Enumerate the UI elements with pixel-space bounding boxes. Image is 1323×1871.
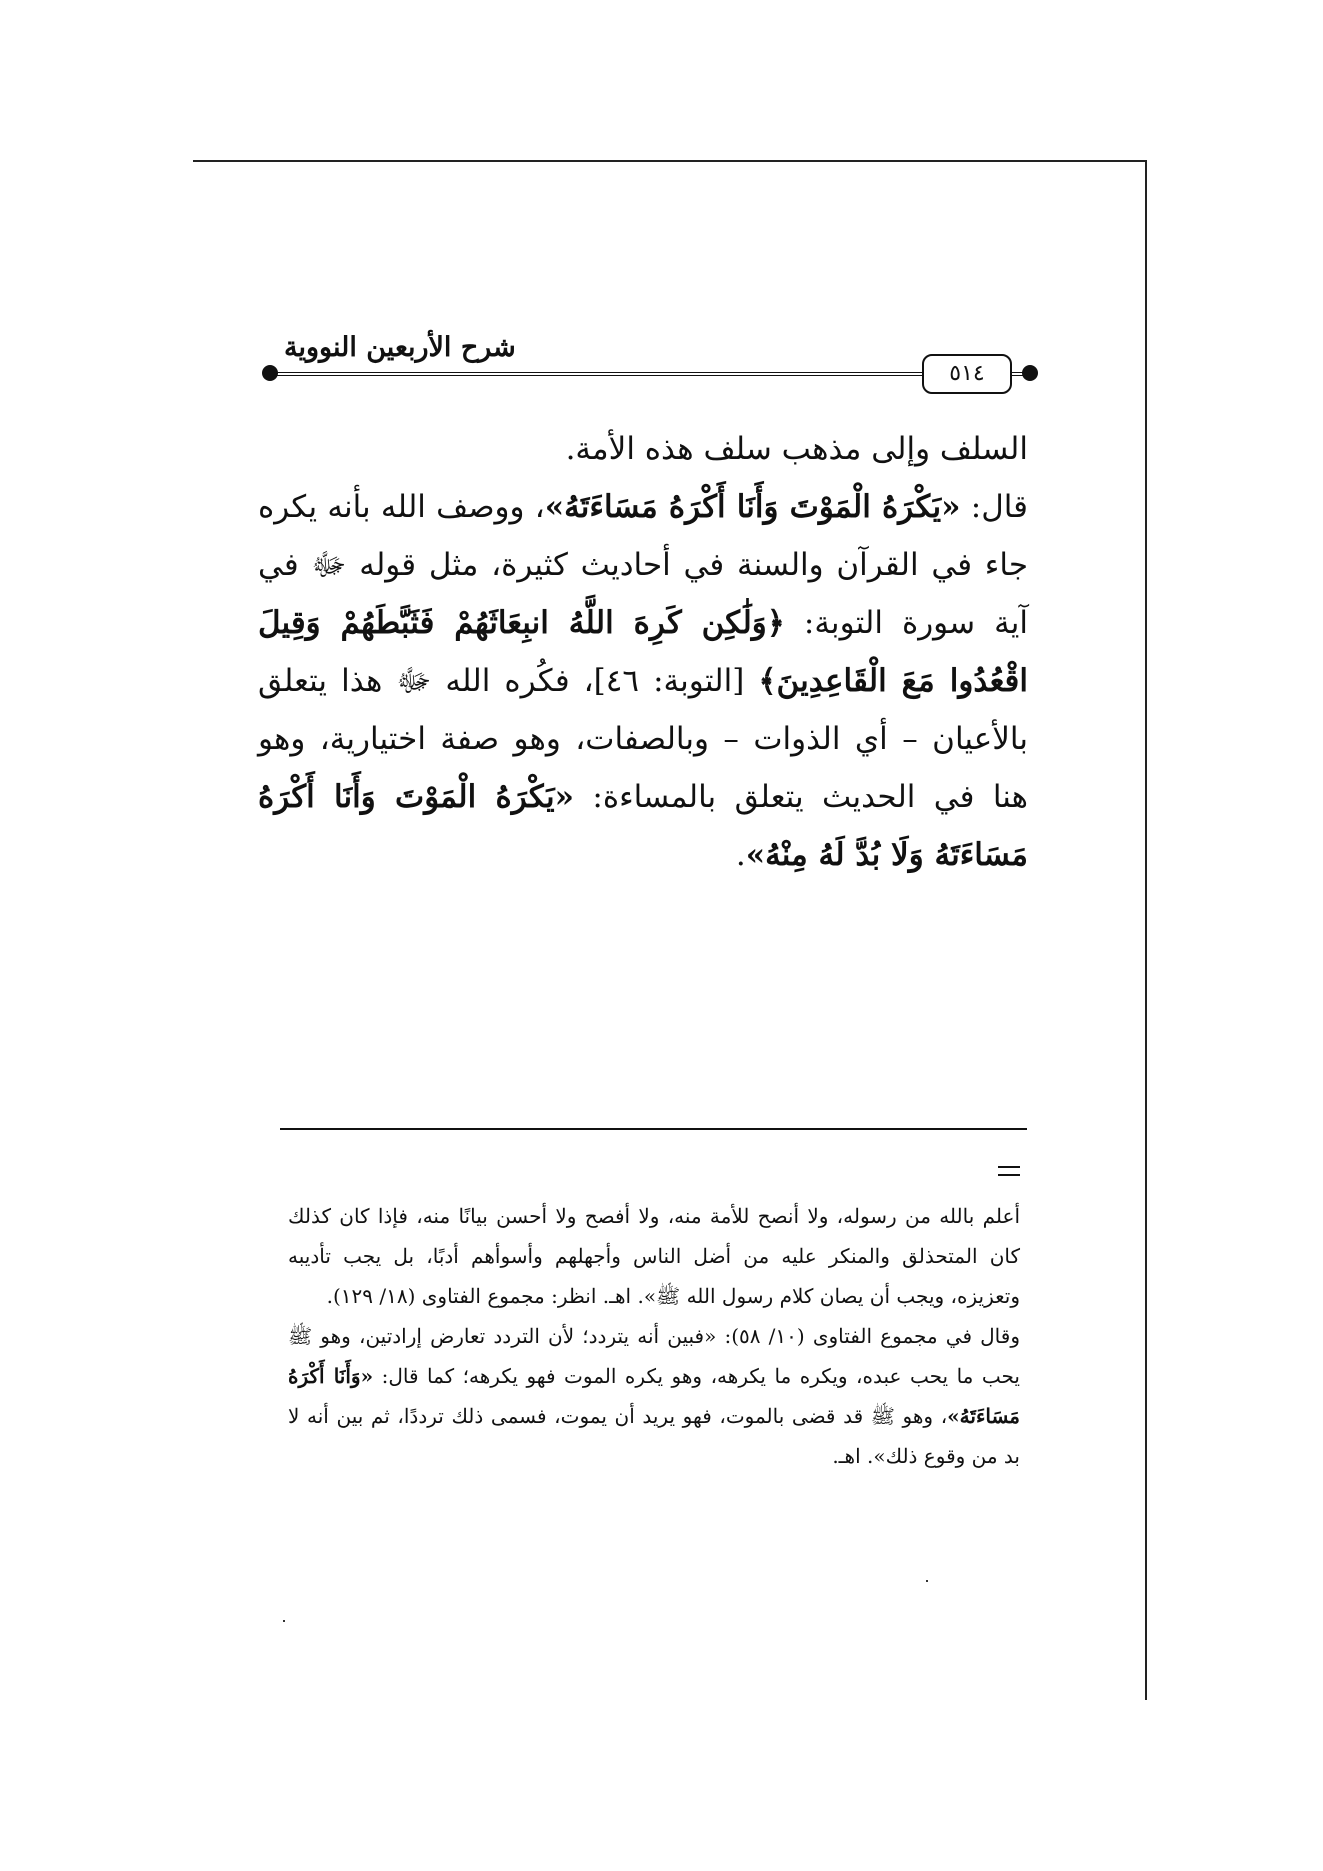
footnotes bbox=[288, 1196, 1020, 1476]
paragraph-2 bbox=[258, 478, 1028, 884]
footnote-2-intro: وقال في مجموع الفتاوى (١٠/ ٥٨): «فبين أنه يتردد؛ لأن التردد تعارض إرادتين، وهو ﷺ يحب ما يحب عبده، ويكره ما يكرهه، وهو يكره الموت فهو يكرهه؛ كما قال: bbox=[288, 1324, 1020, 1388]
frame-top-line bbox=[193, 160, 1147, 162]
footnote-2 bbox=[288, 1316, 1020, 1476]
footnote-2-text: ، وهو ﷺ قد قضى بالموت، فهو يريد أن يموت، فسمى ذلك ترددًا، ثم بين أنه لا بد من وقوع ذلك». اهـ. bbox=[288, 1404, 1020, 1468]
main-text bbox=[258, 420, 1028, 884]
footnote-1: أعلم بالله من رسوله، ولا أنصح للأمة منه، ولا أفصح ولا أحسن بيانًا منه، فإذا كان كذلك كان المتحذلق والمنكر عليه من أضل الناس وأجهلهم وأسوأهم أدبًا، بل يجب تأديبه وتعزيزه، ويجب أن يصان كلام رسول الله ﷺ». اهـ. انظر: مجموع الفتاوى (١٨/ ١٢٩). bbox=[288, 1204, 1020, 1308]
header-ornament-right bbox=[1022, 365, 1038, 381]
header-rule bbox=[272, 372, 1028, 376]
hadith-quote: «يَكْرَهُ الْمَوْتَ وَأَنَا أَكْرَهُ مَسَاءَتَهُ» bbox=[544, 489, 961, 525]
scan-speck bbox=[926, 1580, 928, 1582]
header-ornament-left bbox=[262, 365, 278, 381]
running-header bbox=[262, 328, 1038, 388]
ayah-reference: [التوبة: ٤٦]، فكُره الله ﷻ هذا يتعلق بالأعيان – أي الذوات – وبالصفات، وهو صفة اختيارية، وهو هنا في الحديث يتعلق بالمساءة: bbox=[258, 663, 1028, 815]
footnote-2-quote: «وَأَنَا أَكْرَهُ مَسَاءَتَهُ» bbox=[288, 1364, 1020, 1428]
para2-text: ، ووصف الله بأنه يكره جاء في القرآن والسنة في أحاديث كثيرة، مثل قوله ﷻ في آية سورة التوبة: bbox=[258, 489, 1028, 641]
footnote-continuation-mark bbox=[998, 1166, 1020, 1176]
para2-end: . bbox=[735, 837, 746, 873]
scan-speck bbox=[283, 1620, 285, 1622]
page-number: ٥١٤ bbox=[922, 354, 1012, 394]
quran-ayah: ﴿وَلَٰكِن كَرِهَ اللَّهُ انبِعَاثَهُمْ فَثَبَّطَهُمْ وَقِيلَ اقْعُدُوا مَعَ الْقَاعِدِينَ﴾ bbox=[258, 605, 1028, 699]
book-title: شرح الأربعين النووية bbox=[284, 332, 516, 363]
paragraph-1: السلف وإلى مذهب سلف هذه الأمة. bbox=[565, 431, 1028, 467]
frame-right-line bbox=[1145, 160, 1147, 1700]
para2-intro: قال: bbox=[960, 489, 1028, 525]
hadith-quote-2: «يَكْرَهُ الْمَوْتَ وَأَنَا أَكْرَهُ مَسَاءَتَهُ وَلَا بُدَّ لَهُ مِنْهُ» bbox=[258, 779, 1028, 873]
footnote-separator bbox=[280, 1128, 1027, 1130]
